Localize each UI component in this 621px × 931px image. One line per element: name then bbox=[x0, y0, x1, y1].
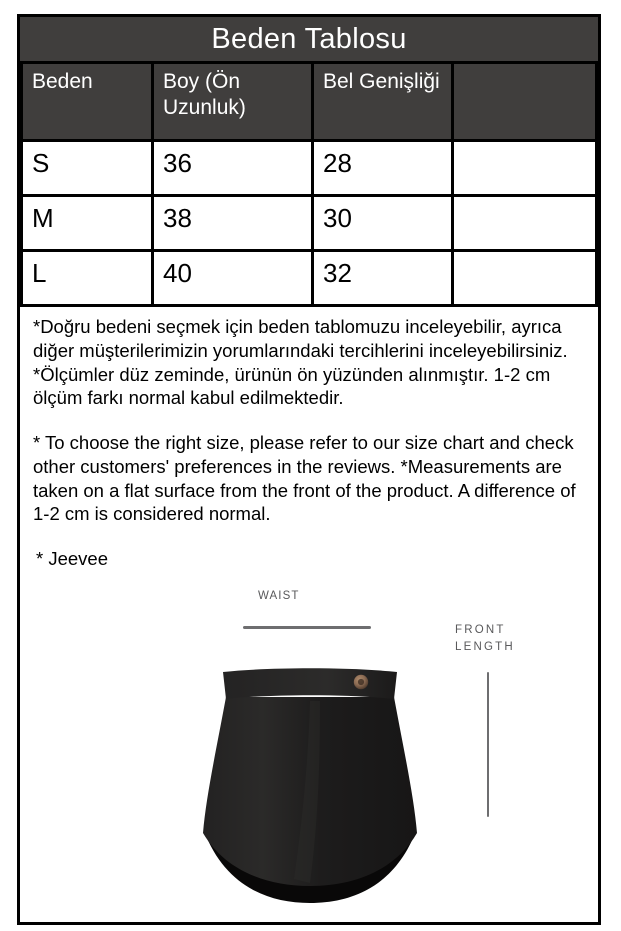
cell-empty bbox=[453, 251, 597, 306]
waist-measure-line bbox=[243, 626, 371, 629]
front-length-measure-line bbox=[487, 672, 489, 817]
column-header-size: Beden bbox=[22, 63, 153, 141]
note-turkish: *Doğru bedeni seçmek için beden tablomuzu inceleyebilir, ayrıca diğer müşterilerimizin yorumlarındaki tercihlerini inceleyebilirsiniz. *Ölçümler düz zeminde, ürünün ön yüzünden alınmıştır. 1-2 cm ölçüm farkı normal kabul edilmektedir. bbox=[33, 316, 568, 409]
front-length-label-line1: FRONT bbox=[455, 624, 506, 636]
cell-waist-width: 32 bbox=[313, 251, 453, 306]
note-english: * To choose the right size, please refer to our size chart and check other customers' preferences in the reviews. *Measurements are taken on a flat surface from the front of the product. A difference of 1-2 cm is considered normal. bbox=[33, 432, 576, 525]
table-row bbox=[22, 196, 597, 251]
front-length-label-line2: LENGTH bbox=[455, 640, 515, 653]
skirt-illustration bbox=[190, 655, 430, 905]
table-header-row bbox=[22, 63, 597, 141]
skirt-waistband bbox=[223, 668, 397, 699]
cell-size: L bbox=[22, 251, 153, 306]
cell-front-length: 36 bbox=[153, 141, 313, 196]
cell-size: M bbox=[22, 196, 153, 251]
waist-measure-label: WAIST bbox=[258, 590, 300, 602]
brand-mark: * Jeevee bbox=[36, 548, 108, 570]
column-header-front-length: Boy (Ön Uzunluk) bbox=[153, 63, 313, 141]
cell-front-length: 40 bbox=[153, 251, 313, 306]
chart-title-bar bbox=[20, 17, 598, 61]
size-table bbox=[20, 61, 598, 307]
cell-empty bbox=[453, 196, 597, 251]
waistband-button-inner-icon bbox=[358, 679, 364, 685]
cell-size: S bbox=[22, 141, 153, 196]
skirt-svg bbox=[190, 655, 430, 905]
page-title: Beden Tablosu bbox=[211, 22, 407, 55]
cell-empty bbox=[453, 141, 597, 196]
cell-front-length: 38 bbox=[153, 196, 313, 251]
table-row bbox=[22, 251, 597, 306]
column-header-waist-width: Bel Genişliği bbox=[313, 63, 453, 141]
column-header-empty bbox=[453, 63, 597, 141]
table-row bbox=[22, 141, 597, 196]
front-length-measure-label bbox=[455, 622, 515, 655]
cell-waist-width: 30 bbox=[313, 196, 453, 251]
cell-waist-width: 28 bbox=[313, 141, 453, 196]
notes-section bbox=[20, 307, 598, 570]
